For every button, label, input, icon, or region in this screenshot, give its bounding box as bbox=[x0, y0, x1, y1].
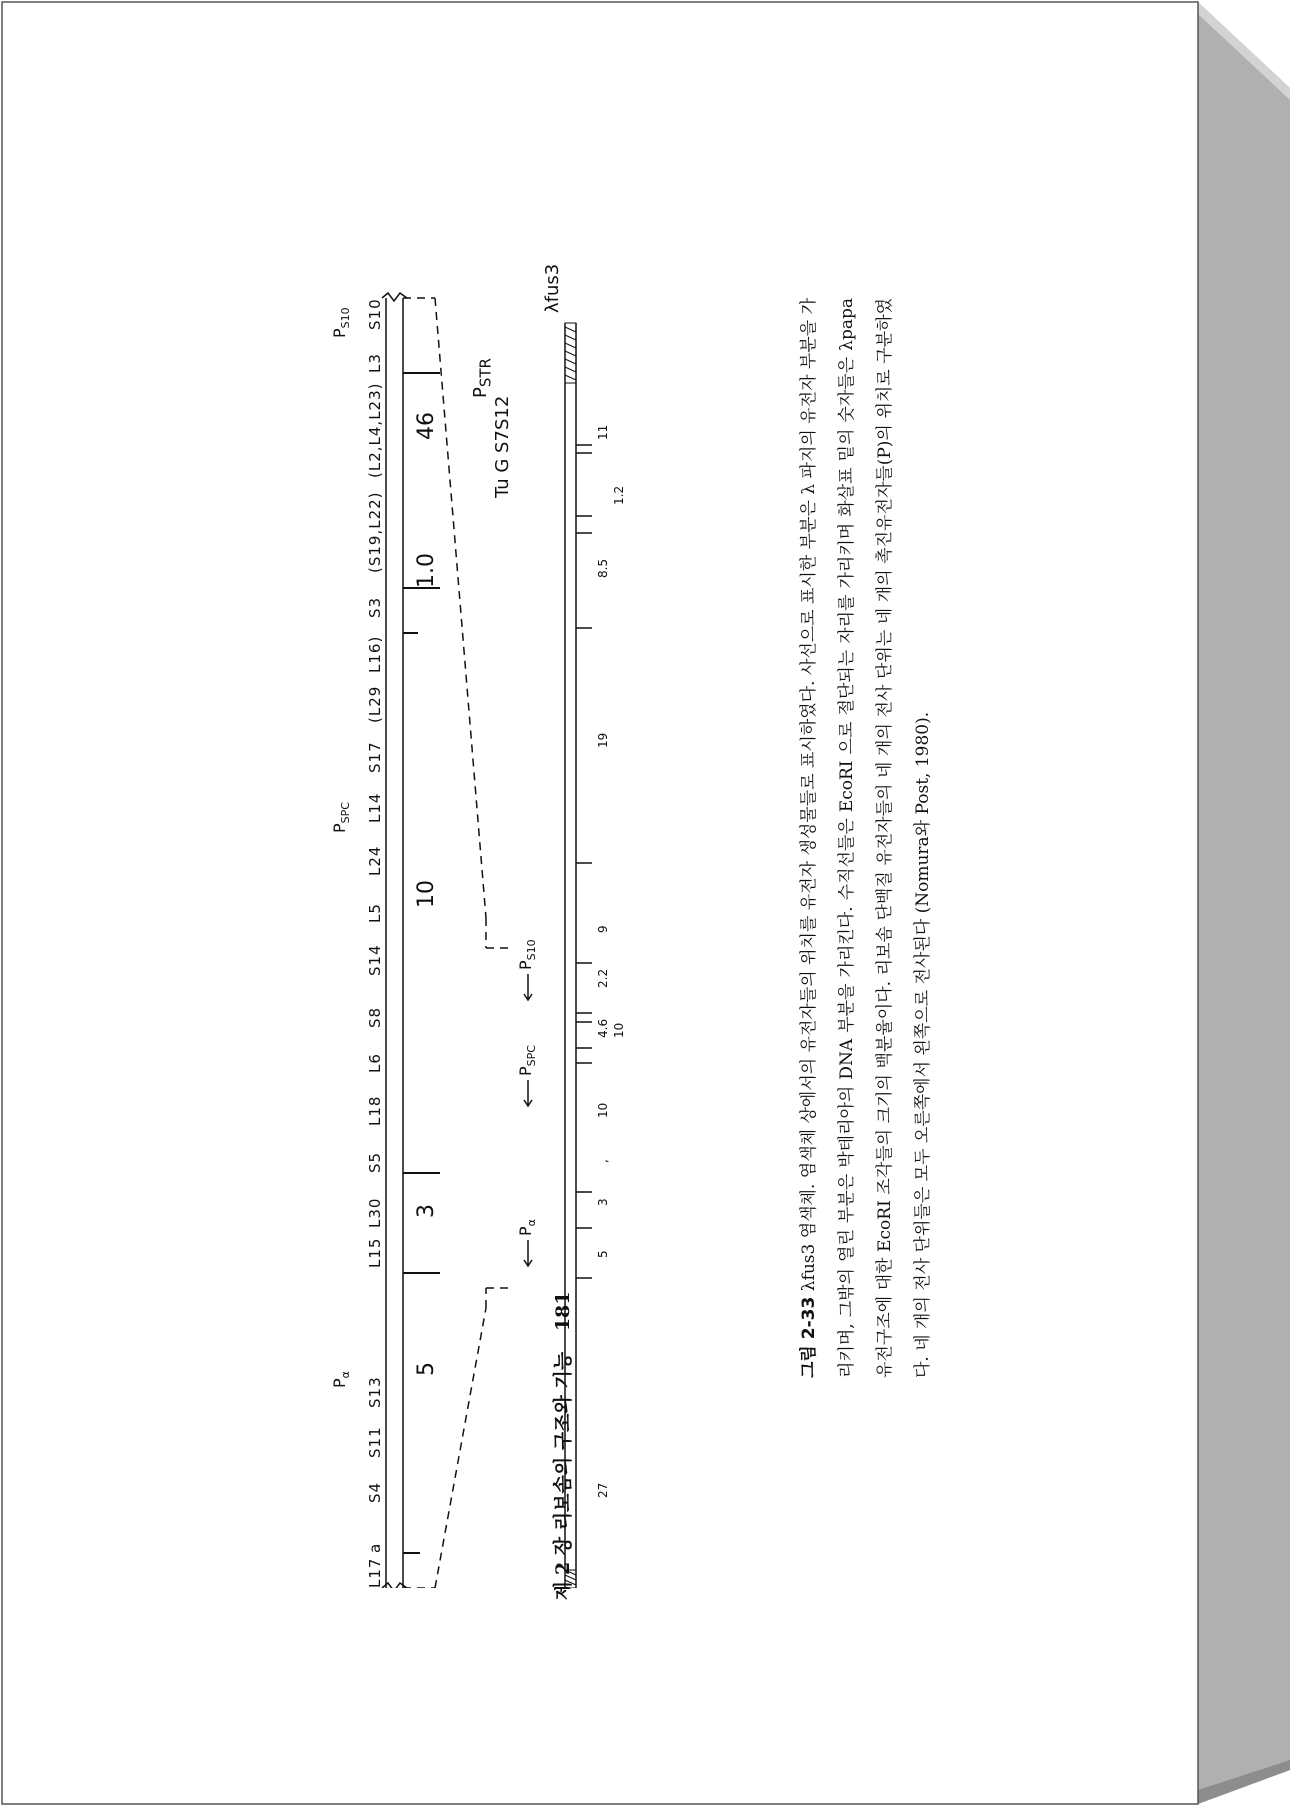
running-footer bbox=[548, 1292, 575, 1601]
gene-label: L17 bbox=[366, 1557, 384, 1588]
gene-label: L15 bbox=[366, 1237, 384, 1268]
fragment-size: 10 bbox=[596, 1102, 610, 1118]
gene-label: S14 bbox=[366, 944, 384, 976]
fragment-size: 27 bbox=[596, 1482, 610, 1498]
gene-label: S11 bbox=[366, 1426, 384, 1458]
gene-label: S5 bbox=[366, 1151, 384, 1173]
fragment-size: 2.2 bbox=[596, 968, 610, 988]
gene-label: L3 bbox=[366, 353, 384, 373]
gene-label: S8 bbox=[366, 1006, 384, 1028]
str-promoter: $P_{STR}$ bbox=[470, 358, 495, 398]
fragment-size: 4.6 bbox=[596, 1018, 610, 1038]
caption-text: λfus3 염색체. 염색체 상에서의 유전자들의 위치를 유전자 생성물들로 표시하였다. 사선으로 표시한 부분은 λ 파지의 유전자 부분을 가리키며, 그밖의 열린 부분은 박테리아의 DNA 부분을 가리킨다. 수직선들은 EcoRI 으로 절단되는 자리를 가리키며 화살표 밑의 숫자들은 λpapa 유전구조에 대한 EcoRI 조각들의 크기의 백분율이다. 리보솜 단백질 유전자들의 네 개의 전사 단위는 네 개의 촉진유전자들(P)의 위치로 구분하였다. 네 개의 전사 단위들은 모두 오른쪽에서 왼쪽으로 전사된다 (Nomura와 Post, 1980). bbox=[799, 297, 933, 1378]
phage-label: λfus3 bbox=[542, 263, 563, 313]
transcription-unit-size: 10 bbox=[414, 880, 439, 908]
gene-label: S17 bbox=[366, 741, 384, 773]
fragment-size: 10 bbox=[612, 1022, 626, 1038]
gene-label: L6 bbox=[366, 1053, 384, 1073]
promoter-label: $P_{S10}$ bbox=[330, 307, 353, 338]
gene-label: L18 bbox=[366, 1095, 384, 1126]
transcription-unit-size: 3 bbox=[414, 1204, 439, 1218]
transcription-unit-size: 5 bbox=[414, 1362, 439, 1376]
gene-label: L14 bbox=[366, 792, 384, 823]
gene-label: L24 bbox=[366, 845, 384, 876]
page-number: 181 bbox=[552, 1291, 574, 1332]
gene-label: S4 bbox=[366, 1481, 384, 1503]
fragment-size: 8.5 bbox=[596, 558, 610, 578]
promoter-label: $P_{SPC}$ bbox=[330, 802, 353, 833]
gene-label: L16) bbox=[366, 635, 384, 673]
fragment-size: 5 bbox=[596, 1250, 610, 1258]
gene-label: L30 bbox=[366, 1197, 384, 1228]
gene-label: L5 bbox=[366, 903, 384, 923]
fragment-size: 9 bbox=[596, 925, 610, 933]
gene-label: S10 bbox=[366, 298, 384, 330]
fragment-size: 3 bbox=[596, 1198, 610, 1206]
promoter-label: $P_\alpha$ bbox=[516, 1219, 539, 1236]
fragment-size: 11 bbox=[596, 424, 610, 440]
promoter-label: $P_{SPC}$ bbox=[516, 1045, 539, 1076]
promoter-label: $P_{S10}$ bbox=[516, 939, 539, 970]
gene-label: a bbox=[366, 1542, 384, 1553]
fragment-size: 19 bbox=[596, 732, 610, 748]
gene-label: S13 bbox=[366, 1376, 384, 1408]
fragment-size: , bbox=[596, 1159, 610, 1163]
transcription-unit-size: 1.0 bbox=[414, 553, 439, 588]
gene-label: (S19,L22) bbox=[366, 491, 384, 573]
gene-label: (L2,L4,L23) bbox=[366, 382, 384, 478]
gene-label: S3 bbox=[366, 596, 384, 618]
promoter-label: $P_\alpha$ bbox=[330, 1371, 353, 1388]
chapter-title: 제 2 장 리보솜의 구조와 기능 bbox=[552, 1351, 574, 1600]
fragment-size: 1.2 bbox=[612, 485, 626, 505]
caption-label: 그림 2-33 bbox=[799, 1296, 819, 1378]
str-genes: Tu G S7S12 bbox=[492, 395, 513, 498]
gene-label: (L29 bbox=[366, 685, 384, 723]
transcription-unit-size: 46 bbox=[414, 412, 439, 440]
